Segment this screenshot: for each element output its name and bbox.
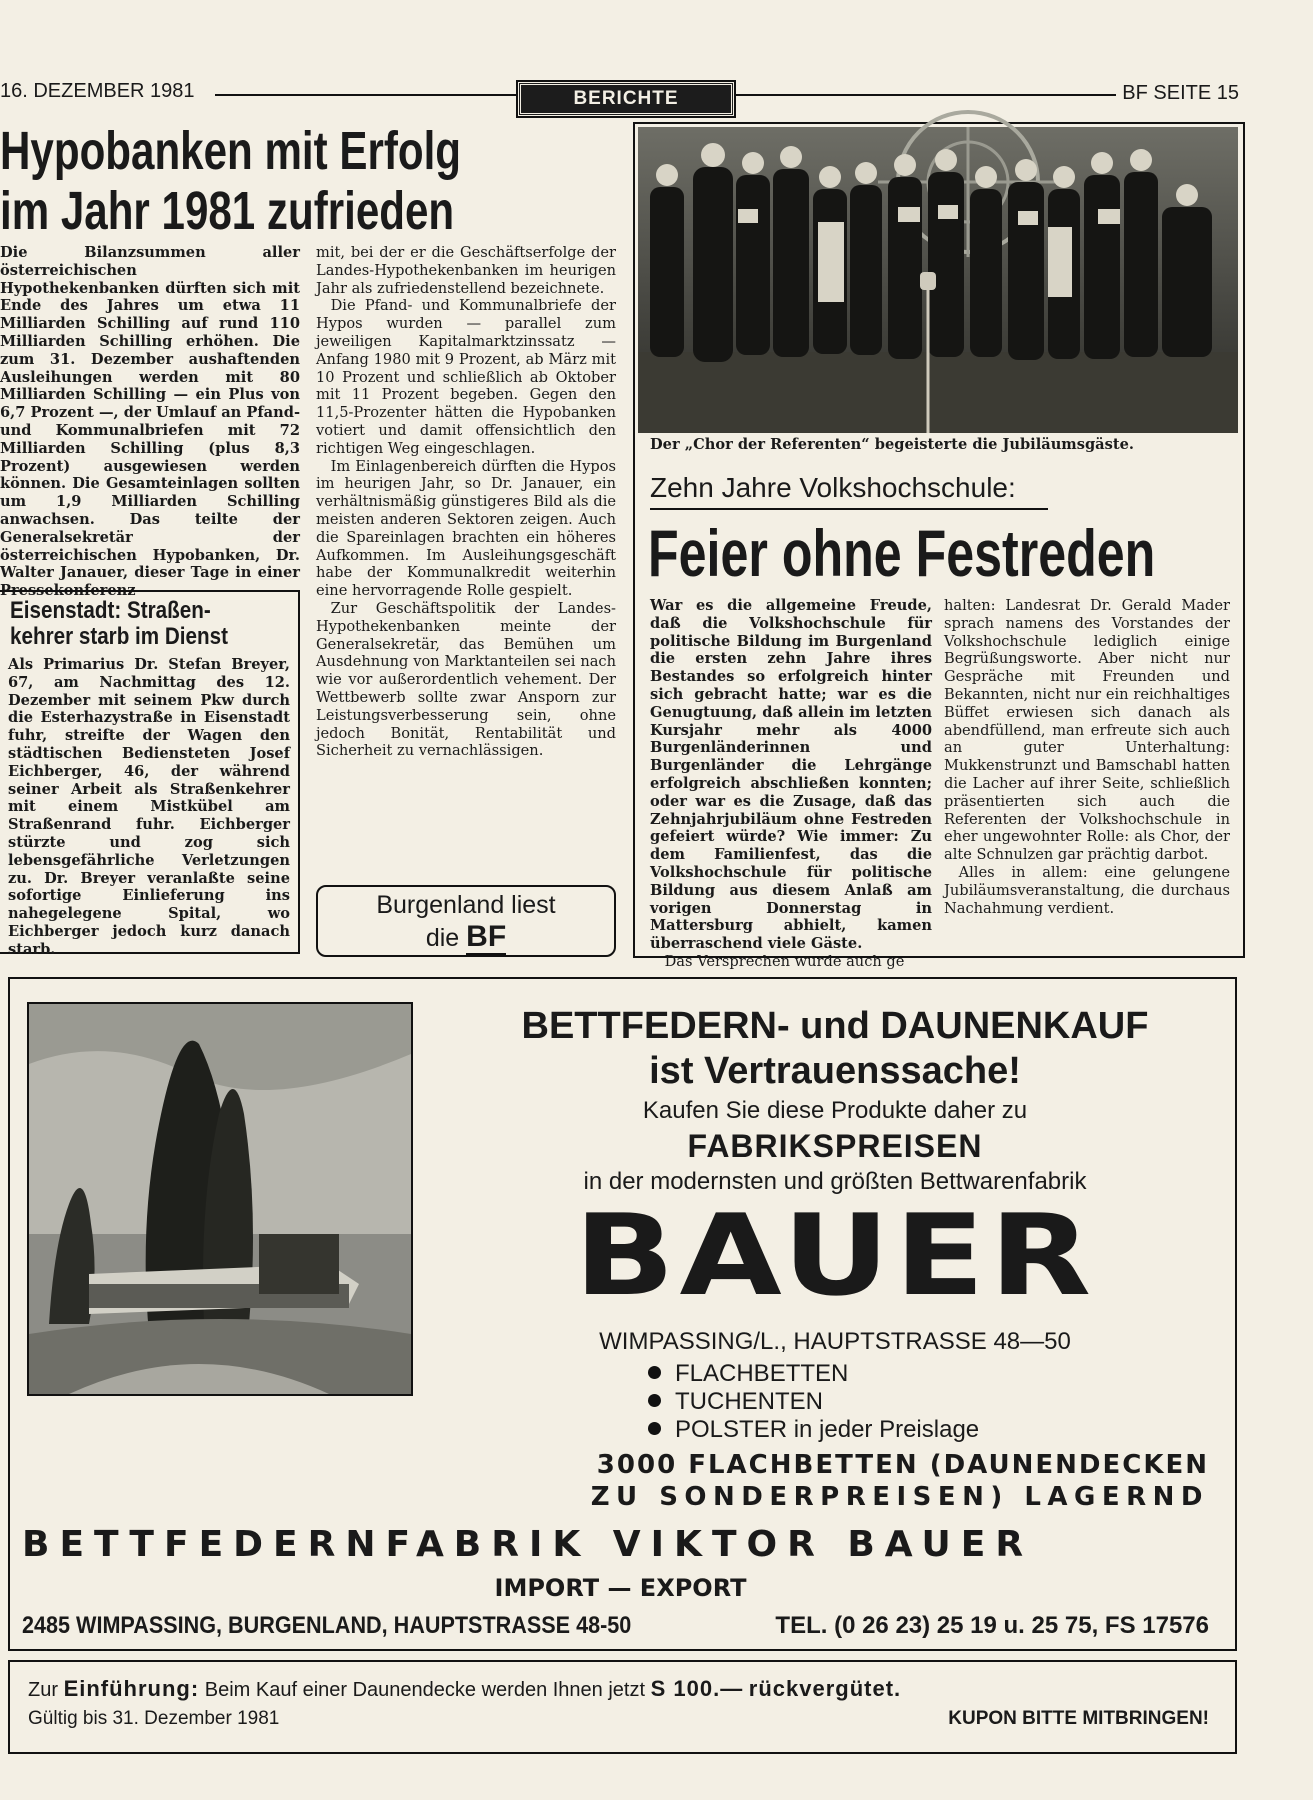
ad-prices: FABRIKSPREISEN [687,1128,983,1164]
coupon-text: Beim Kauf einer Daunendecke werden Ihnen jetzt [204,1679,646,1701]
factory-photo [27,1002,413,1396]
article-hypo-para: Die Pfand- und Kommunalbriefe der Hypos wurden — parallel zum jeweiligen Kapitalmarktzinssatz — Anfang 1980 mit 9 Prozent, ab März mit 10 Prozent und schließlich ab Oktober mit 11 Prozent begeben. Gegen den 11,5-Prozenter hätten die Hypobanken votiert und damit offensichtlich den richtigen Weg eingeschlagen. [316,297,616,457]
article-hypo-col1 [0,244,300,600]
ad-company-name: BETTFEDERNFABRIK VIKTOR BAUER [22,1524,1034,1565]
article-hypo-para: Im Einlagenbereich dürften die Hypos im heurigen Jahr, so Dr. Janauer, ein verhältnismäßig günstigeres Bild als die meisten anderen Sektoren zeigen. Auch die Spareinlagen brachten ein höheres Aufkommen. Im Ausleihungsgeschäft habe der Kommunalkredit weiterhin eine hervorragende Rolle gespielt. [316,457,616,600]
ad-product-item [648,1360,979,1388]
coupon-valid: Gültig bis 31. Dezember 1981 [28,1708,280,1729]
coupon-emphasis: Einführung: [63,1676,200,1701]
article-hypo-para: Zur Geschäftspolitik der Landes-Hypothekenbanken meinte der Generalsekretär, das Bemühen um Ausdehnung von Marktanteilen sei nach wie vor außerordentlich vehement. Der Wettbewerb sollte zwar Ansporn zur Leistungsverbesserung sein, ohne jedoch Bonität, Rentabilität und Sicherheit zu vernachlässigen. [316,599,616,760]
bullet-icon [648,1366,661,1379]
coupon-note: KUPON BITTE MITBRINGEN! [948,1708,1209,1729]
ad-headline-1: BETTFEDERN- und DAUNENKAUF [521,1005,1149,1047]
ad-address: WIMPASSING/L., HAUPTSTRASSE 48—50 [599,1328,1071,1355]
article-eisenstadt-text: Als Primarius Dr. Stefan Breyer, 67, am Nachmittag des 12. Dezember mit seinem Pkw durch die Esterhazystraße in Eisenstadt fuhr, streifte der Wagen den städtischen Bediensteten Josef Eichberger, 46, der während seiner Arbeit als Straßenkehrer mit einem Mistkübel am Straßenrand fuhr. Eichberger stürzte und zog sich lebensgefährliche Verletzungen zu. Dr. Breyer veranlaßte seine sofortige Einlieferung ins nahegelegene Spital, wo Eichberger jedoch kurz danach starb. [8,656,290,958]
ad-product-list [648,1360,979,1444]
bullet-icon [648,1422,661,1435]
article-hypo-col2 [316,244,616,866]
article-hypo-para: mit, bei der er die Geschäftserfolge der Landes-Hypothekenbanken im heurigen Jahr als zufriedenstellend bezeichnete. [316,244,616,297]
article-vhs-col4 [944,597,1230,947]
ad-product-item [648,1388,979,1416]
promo-brand: BF [466,920,506,956]
kicker-rule [650,508,1048,510]
article-eisenstadt-box [0,590,300,958]
ad-import-export: IMPORT — EXPORT [494,1574,747,1602]
section-label: BERICHTE [518,82,734,116]
ad-product-label: TUCHENTEN [675,1388,823,1415]
promo-line-2 [318,920,614,954]
issue-date: 16. DEZEMBER 1981 [0,80,201,103]
coupon-amount: S 100.— [650,1676,744,1701]
coupon-emphasis: rückvergütet. [748,1676,902,1701]
coupon-text: Zur [28,1679,58,1701]
article-vhs-title: Feier ohne Festreden [648,516,1156,590]
coupon-offer [28,1676,901,1702]
ad-stock-line-2: ZU SONDERPREISEN) LAGERND [590,1482,1209,1512]
ad-product-label: POLSTER in jeder Preislage [675,1416,980,1443]
article-hypo-lead: Die Bilanzsummen aller österreichischen Hypothekenbanken dürften sich mit Ende des Jahres um etwa 11 Milliarden Schilling auf rund 110 Milliarden Schilling erhöhen. Die zum 31. Dezember aushaftenden Ausleihungen werden mit 80 Milliarden Schilling — ein Plus von 6,7 Prozent —, der Umlauf an Pfand- und Kommunalbriefen mit 72 Milliarden Schilling (plus 8,3 Prozent) ausgewiesen werden können. Die Gesamteinlagen sollten um 1,9 Milliarden Schilling anwachsen. Das teilte der Generalsekretär der österreichischen Hypobanken, Dr. Walter Janauer, dieser Tage in einer Pressekonferenz [0,244,300,600]
article-eisenstadt-title [10,598,228,650]
article-eisenstadt-title-line: Eisenstadt: Straßen- [10,597,211,624]
ad-telephone: TEL. (0 26 23) 25 19 u. 25 75, FS 17576 [775,1612,1209,1639]
ad-subline: Kaufen Sie diese Produkte daher zu [642,1097,1028,1124]
photo-caption: Der „Chor der Referenten“ begeisterte die Jubiläumsgäste. [650,436,1134,453]
page-number: BF SEITE 15 [1116,82,1239,105]
promo-box [316,885,616,957]
article-vhs-para: halten: Landesrat Dr. Gerald Mader sprach namens des Vorstandes der Volkshochschule lediglich einige Begrüßungsworte. Aber nicht nur Gespräche mit Freunden und Bekannten, nicht nur ein reichhaltiges Büffet erwiesen sich danach als abendfüllend, man erfreute sich auch an guter Unterhaltung: Mukkenstrunzt und Bamschabl hatten die Lacher auf ihrer Seite, schließlich präsentierten sich auch die Referenten der Volkshochschule in eher ungewohnter Rolle: als Chor, der alte Schnulzen gar prächtig darbot. [944,597,1230,864]
article-vhs-para: Das Versprechen wurde auch ge [664,952,905,970]
article-vhs-lead: War es die allgemeine Freude, daß die Volkshochschule für politische Bildung im Burgenland die ersten zehn Jahre ihres Bestandes so erfolgreich hinter sich gebracht hatte; war es die Genugtuung, daß allein im letzten Kursjahr mehr als 4000 Burgenländerinnen und Burgenländer die Lehrgänge erfolgreich abschließen konnten; oder war es die Zusage, daß das Zehnjahrjubiläum ohne Festreden gefeiert würde? Wie immer: Zu dem Familienfest, das die Volkshochschule für politische Bildung aus diesem Anlaß am vorigen Donnerstag in Mattersburg abhielt, kamen überraschend viele Gäste. [650,597,932,953]
article-eisenstadt-title-line: kehrer starb im Dienst [10,623,228,650]
ad-subline-2: in der modernsten und größten Bettwarenfabrik [583,1168,1087,1195]
ad-brand-logo: BAUER [574,1191,1096,1321]
headline-line-1: Hypobanken mit Erfolg [0,121,462,181]
headline-line-2: im Jahr 1981 zufrieden [0,181,455,241]
bullet-icon [648,1394,661,1407]
ad-street-address: 2485 WIMPASSING, BURGENLAND, HAUPTSTRASSE 48-50 [22,1612,632,1639]
ad-headline-2: ist Vertrauenssache! [649,1050,1021,1092]
ad-product-item [648,1416,979,1444]
ad-stock-line-1: 3000 FLACHBETTEN (DAUNENDECKEN [596,1450,1209,1480]
coupon-box [8,1660,1237,1754]
promo-prefix: die [425,924,460,952]
promo-line: Burgenland liest [376,891,556,919]
article-vhs-kicker: Zehn Jahre Volkshochschule: [650,472,1016,503]
article-vhs-col3 [650,597,932,970]
article-vhs-para: Alles in allem: eine gelungene Jubiläumsveranstaltung, die durchaus Nachahmung verdient. [944,863,1230,917]
ad-product-label: FLACHBETTEN [675,1360,849,1387]
choir-photo [638,127,1238,433]
